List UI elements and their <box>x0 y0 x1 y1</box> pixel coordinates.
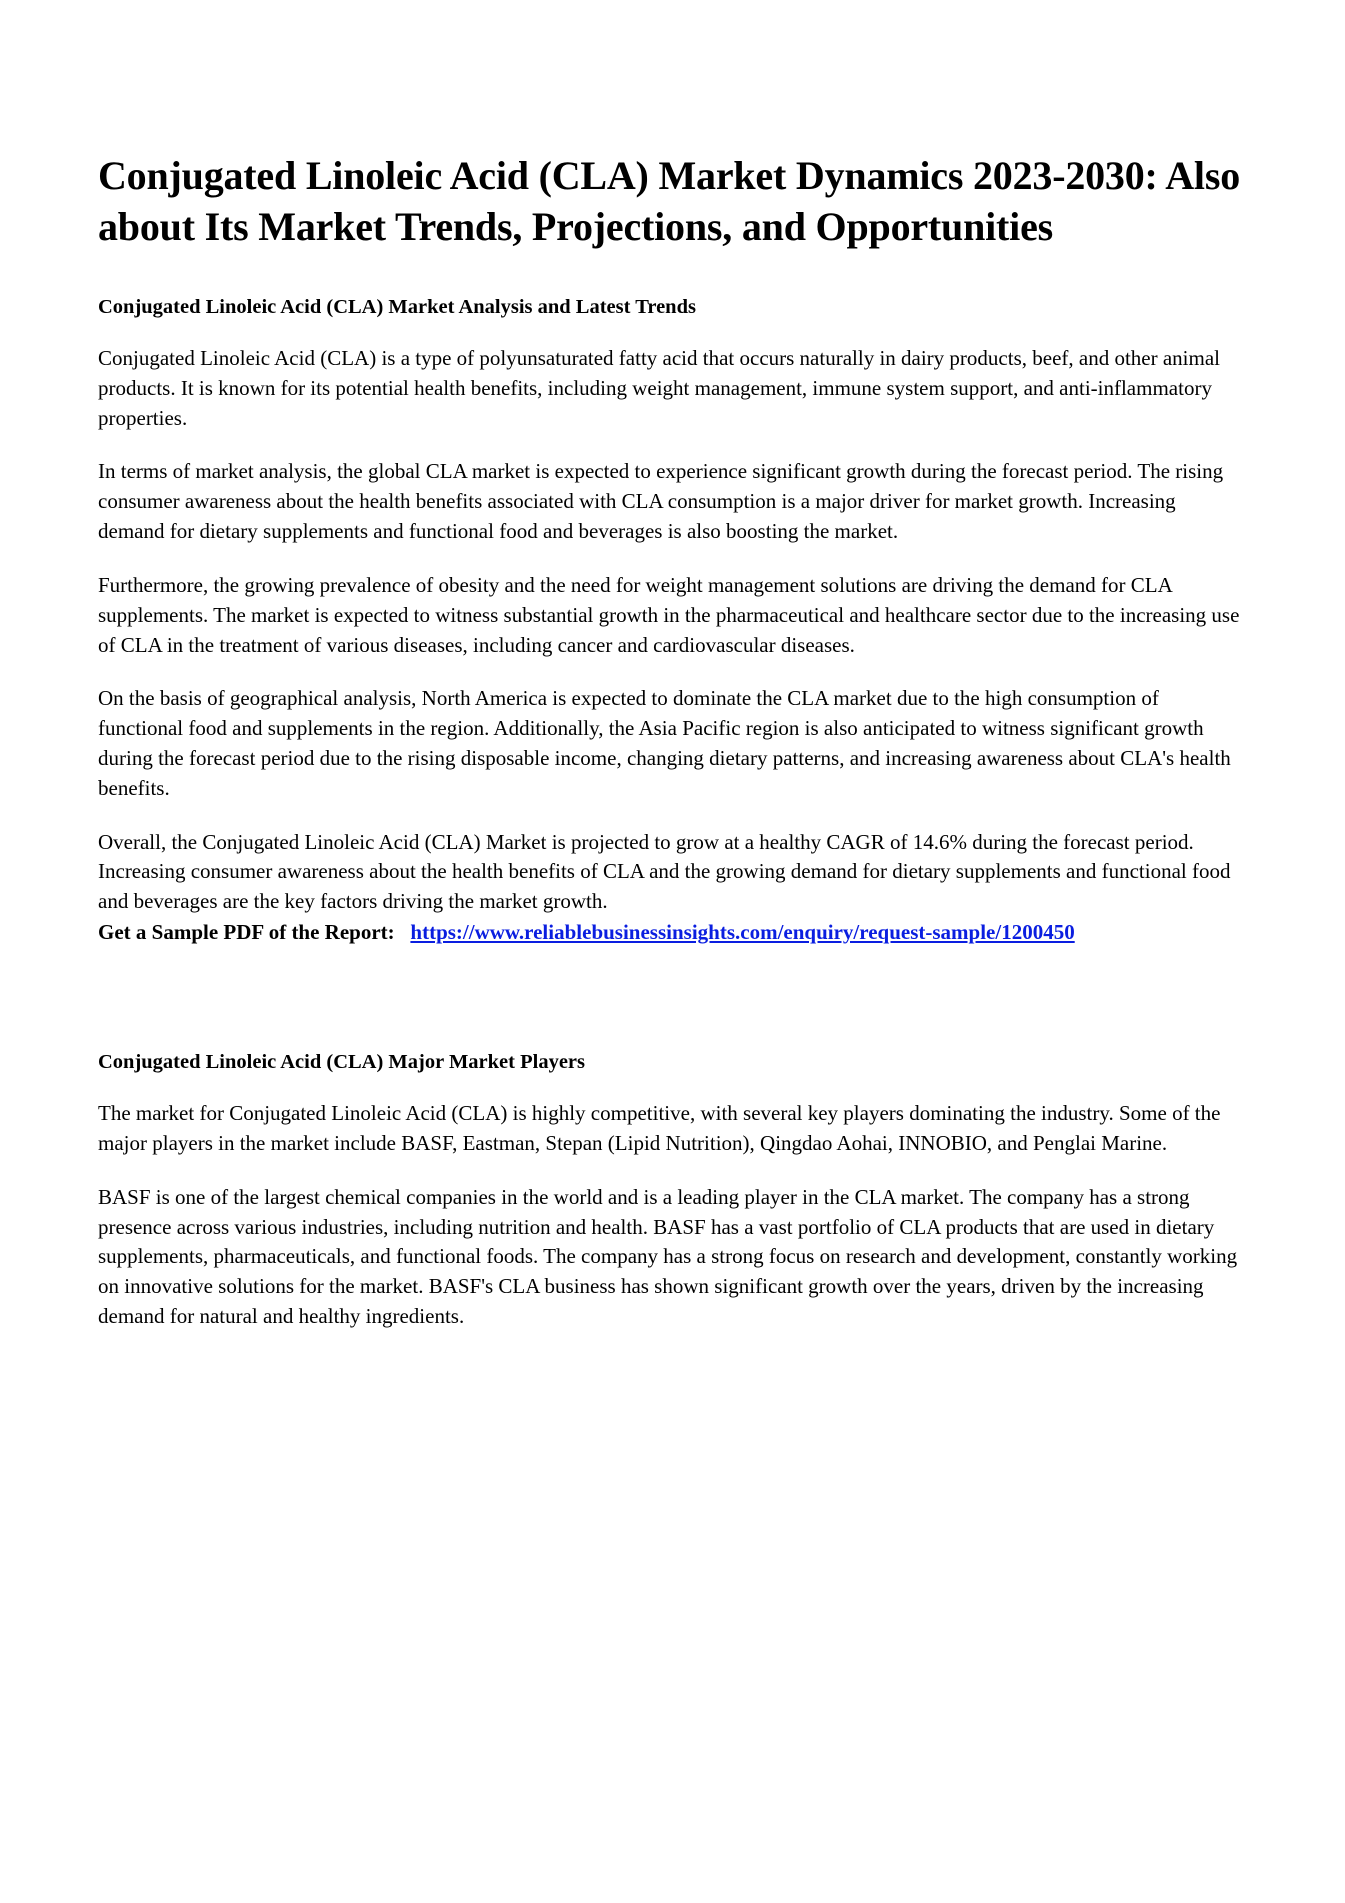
section-major-market-players <box>98 1049 1247 1331</box>
paragraph: Furthermore, the growing prevalence of obesity and the need for weight management solutions are driving the demand for CLA supplements. The market is expected to witness substantial growth in the pharmaceutical and healthcare sector due to the increasing use of CLA in the treatment of various diseases, including cancer and cardiovascular diseases. <box>98 572 1240 657</box>
paragraph: BASF is one of the largest chemical companies in the world and is a leading player in the CLA market. The company has a strong presence across various industries, including nutrition and health. BASF has a vast portfolio of CLA products that are used in dietary supplements, pharmaceuticals, and functional foods. The company has a strong focus on research and development, constantly working on innovative solutions for the market. BASF's CLA business has shown significant growth over the years, driven by the increasing demand for natural and healthy ingredients. <box>98 1184 1238 1329</box>
paragraph: Conjugated Linoleic Acid (CLA) is a type of polyunsaturated fatty acid that occurs naturally in dairy products, beef, and other animal products. It is known for its potential health benefits, including weight management, immune system support, and anti-inflammatory properties. <box>98 346 1220 430</box>
sample-report-label: Get a Sample PDF of the Report: <box>98 920 395 945</box>
paragraph: In terms of market analysis, the global CLA market is expected to experience significant growth during the forecast period. The rising consumer awareness about the health benefits associated with CLA consumption is a major driver for market growth. Increasing demand for dietary supplements and functional food and beverages is also boosting the market. <box>98 459 1224 544</box>
page-title: Conjugated Linoleic Acid (CLA) Market Dynamics 2023-2030: Also about Its Market Trends, Projections, and Opportunities <box>98 153 1240 250</box>
sample-report-link[interactable]: https://www.reliablebusinessinsights.com/enquiry/request-sample/1200450 <box>410 920 1075 945</box>
section-spacer <box>98 977 1247 1049</box>
section-heading-major-players: Conjugated Linoleic Acid (CLA) Major Market Players <box>98 1051 585 1074</box>
paragraph: The market for Conjugated Linoleic Acid (CLA) is highly competitive, with several key players dominating the industry. Some of the major players in the market include BASF, Eastman, Stepan (Lipid Nutrition), Qingdao Aohai, INNOBIO, and Penglai Marine. <box>98 1101 1221 1155</box>
paragraph: Overall, the Conjugated Linoleic Acid (CLA) Market is projected to grow at a healthy CAGR of 14.6% during the forecast period. Increasing consumer awareness about the health benefits of CLA and the growing demand for dietary supplements and functional food and beverages are the key factors driving the market growth. <box>98 829 1231 914</box>
section-market-analysis <box>98 294 1247 917</box>
sample-report-cta <box>98 917 1247 947</box>
section-heading-market-analysis: Conjugated Linoleic Acid (CLA) Market Analysis and Latest Trends <box>98 296 696 319</box>
paragraph: On the basis of geographical analysis, North America is expected to dominate the CLA market due to the high consumption of functional food and supplements in the region. Additionally, the Asia Pacific region is also anticipated to witness significant growth during the forecast period due to the rising disposable income, changing dietary patterns, and increasing awareness about CLA's health benefits. <box>98 686 1231 800</box>
